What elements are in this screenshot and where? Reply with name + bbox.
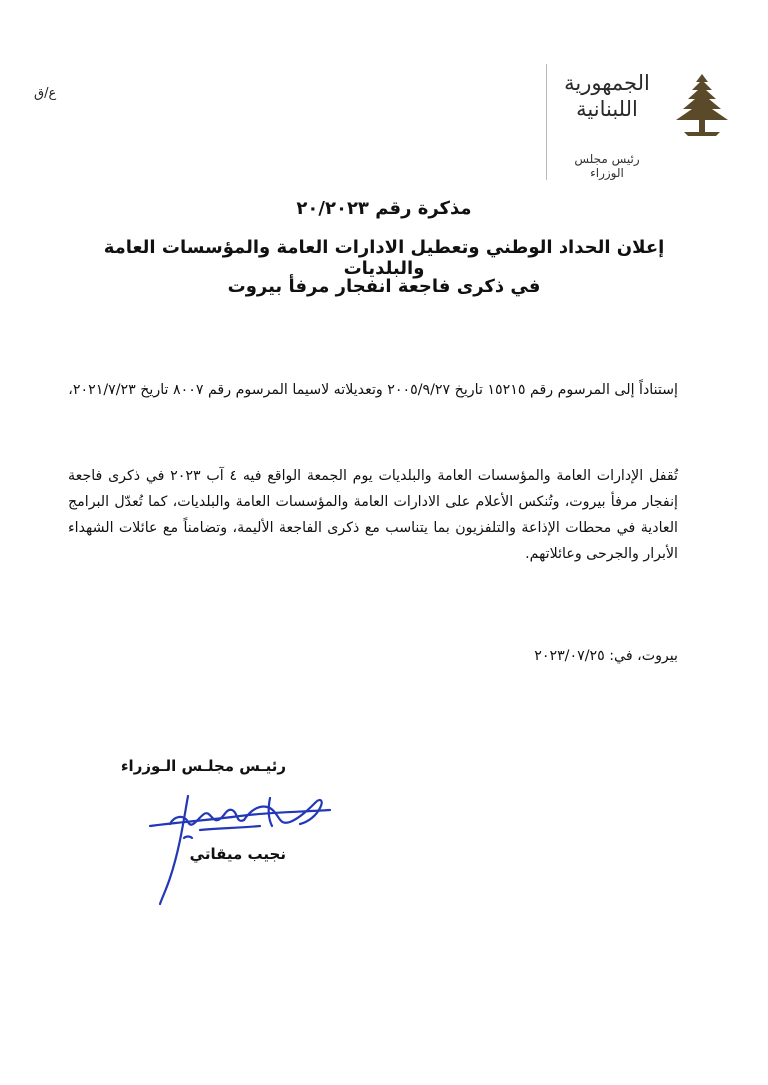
republic-title: الجمهورية اللبنانية <box>564 71 650 121</box>
memo-title: مذكرة رقم ٢٠/٢٠٢٣ <box>296 198 472 219</box>
header-divider <box>546 64 547 180</box>
handwritten-signature <box>140 778 340 908</box>
reference-code: ع/ق <box>34 86 57 101</box>
memo-subtitle-line1: إعلان الحداد الوطني وتعطيل الادارات العامة والمؤسسات العامة والبلديات <box>103 237 665 279</box>
paragraph-legal-basis: إستناداً إلى المرسوم رقم ١٥٢١٥ تاريخ ٢٠٠٥/٩/٢٧ وتعديلاته لاسيما المرسوم رقم ٨٠٠٧ تاريخ ٢٠٢١/٧/٢٣، <box>68 382 678 398</box>
office-label: رئيس مجلس الوزراء <box>574 152 640 180</box>
signatory-role: رئيـس مجلـس الـوزراء <box>120 757 286 775</box>
signatory-name: نجيب ميقاتي <box>189 845 286 863</box>
cedar-icon <box>664 72 740 136</box>
paragraph-closure-decision: تُقفل الإدارات العامة والمؤسسات العامة والبلديات يوم الجمعة الواقع فيه ٤ آب ٢٠٢٣ في ذكرى فاجعة إنفجار مرفأ بيروت، وتُنكس الأعلام على الادارات العامة والمؤسسات العامة والبلديات، كما تُعدّل البرامج العادية في محطات الإذاعة والتلفزيون بما يتناسب مع ذكرى الفاجعة الأليمة، وتضامناً مع عائلات الشهداء الأبرار والجرحى وعائلاتهم. <box>68 468 678 562</box>
date-line: بيروت، في: ٢٠٢٣/٠٧/٢٥ <box>534 648 678 664</box>
memo-subtitle-line2: في ذكرى فاجعة انفجار مرفأ بيروت <box>227 276 541 297</box>
